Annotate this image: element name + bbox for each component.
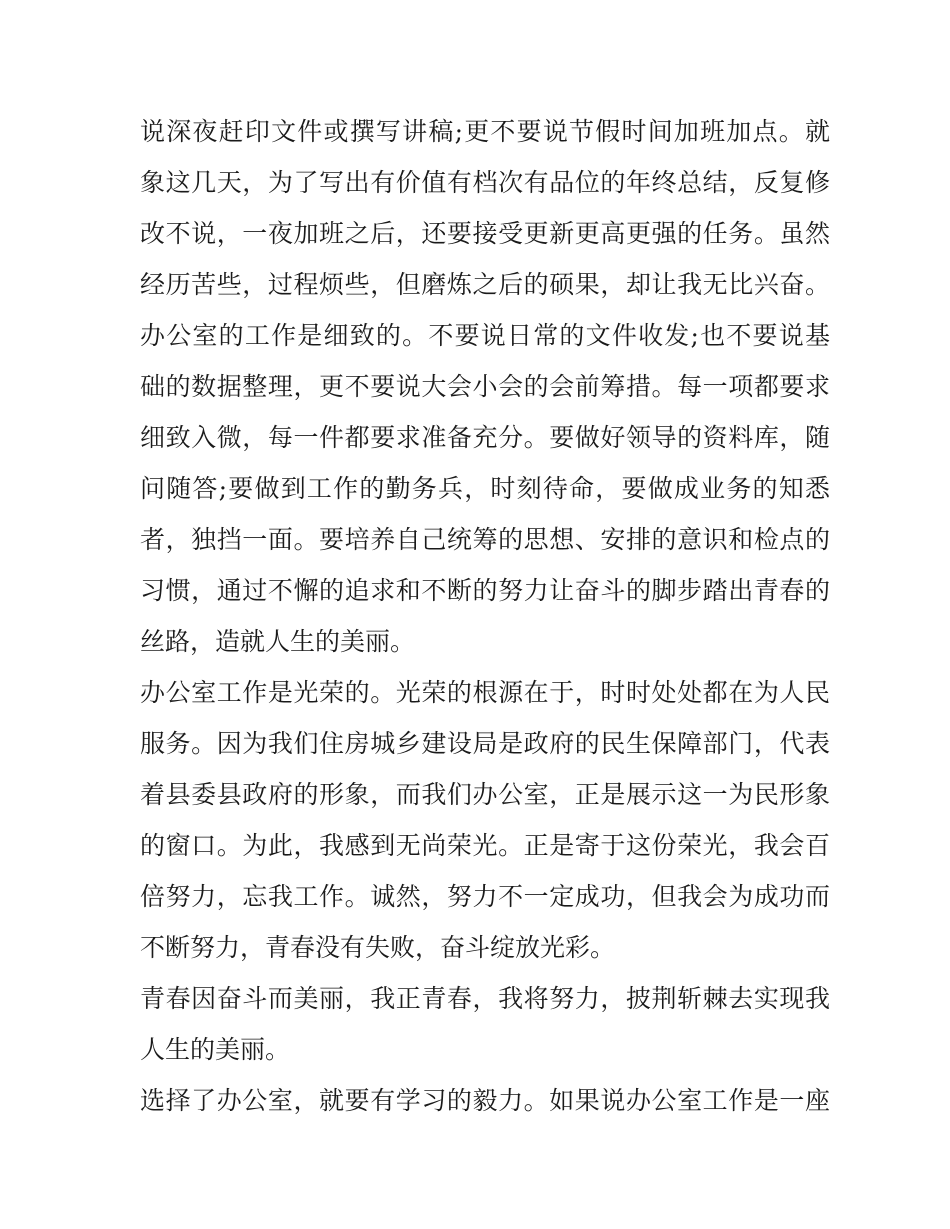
text-line: 础的数据整理，更不要说大会小会的会前筹措。每一项都要求 — [140, 372, 830, 401]
text-line: 倍努力，忘我工作。诚然，努力不一定成功，但我会为成功而 — [140, 882, 830, 911]
text-line: 选择了办公室，就要有学习的毅力。如果说办公室工作是一座 — [140, 1086, 830, 1115]
document-body — [140, 106, 830, 1126]
text-line: 习惯，通过不懈的追求和不断的努力让奋斗的脚步踏出青春的 — [140, 576, 830, 605]
text-line: 着县委县政府的形象，而我们办公室，正是展示这一为民形象 — [140, 780, 830, 809]
text-line: 象这几天，为了写出有价值有档次有品位的年终总结，反复修 — [140, 168, 830, 197]
text-line: 青春因奋斗而美丽，我正青春，我将努力，披荆斩棘去实现我 — [140, 984, 830, 1013]
text-line: 的窗口。为此，我感到无尚荣光。正是寄于这份荣光，我会百 — [140, 831, 830, 860]
text-line: 经历苦些，过程烦些，但磨炼之后的硕果，却让我无比兴奋。 — [140, 270, 830, 299]
text-line: 改不说，一夜加班之后，还要接受更新更高更强的任务。虽然 — [140, 219, 830, 248]
text-line: 服务。因为我们住房城乡建设局是政府的民生保障部门，代表 — [140, 729, 830, 758]
text-line: 丝路，造就人生的美丽。 — [140, 627, 416, 656]
text-line: 说深夜赶印文件或撰写讲稿;更不要说节假时间加班加点。就 — [140, 117, 830, 146]
text-line: 不断努力，青春没有失败，奋斗绽放光彩。 — [140, 933, 616, 962]
text-line: 细致入微，每一件都要求准备充分。要做好领导的资料库，随 — [140, 423, 830, 452]
text-line: 办公室工作是光荣的。光荣的根源在于，时时处处都在为人民 — [140, 678, 830, 707]
text-line: 问随答;要做到工作的勤务兵，时刻待命，要做成业务的知悉 — [140, 474, 830, 503]
text-line: 办公室的工作是细致的。不要说日常的文件收发;也不要说基 — [140, 321, 830, 350]
text-line: 人生的美丽。 — [140, 1035, 291, 1064]
text-line: 者，独挡一面。要培养自己统筹的思想、安排的意识和检点的 — [140, 525, 830, 554]
